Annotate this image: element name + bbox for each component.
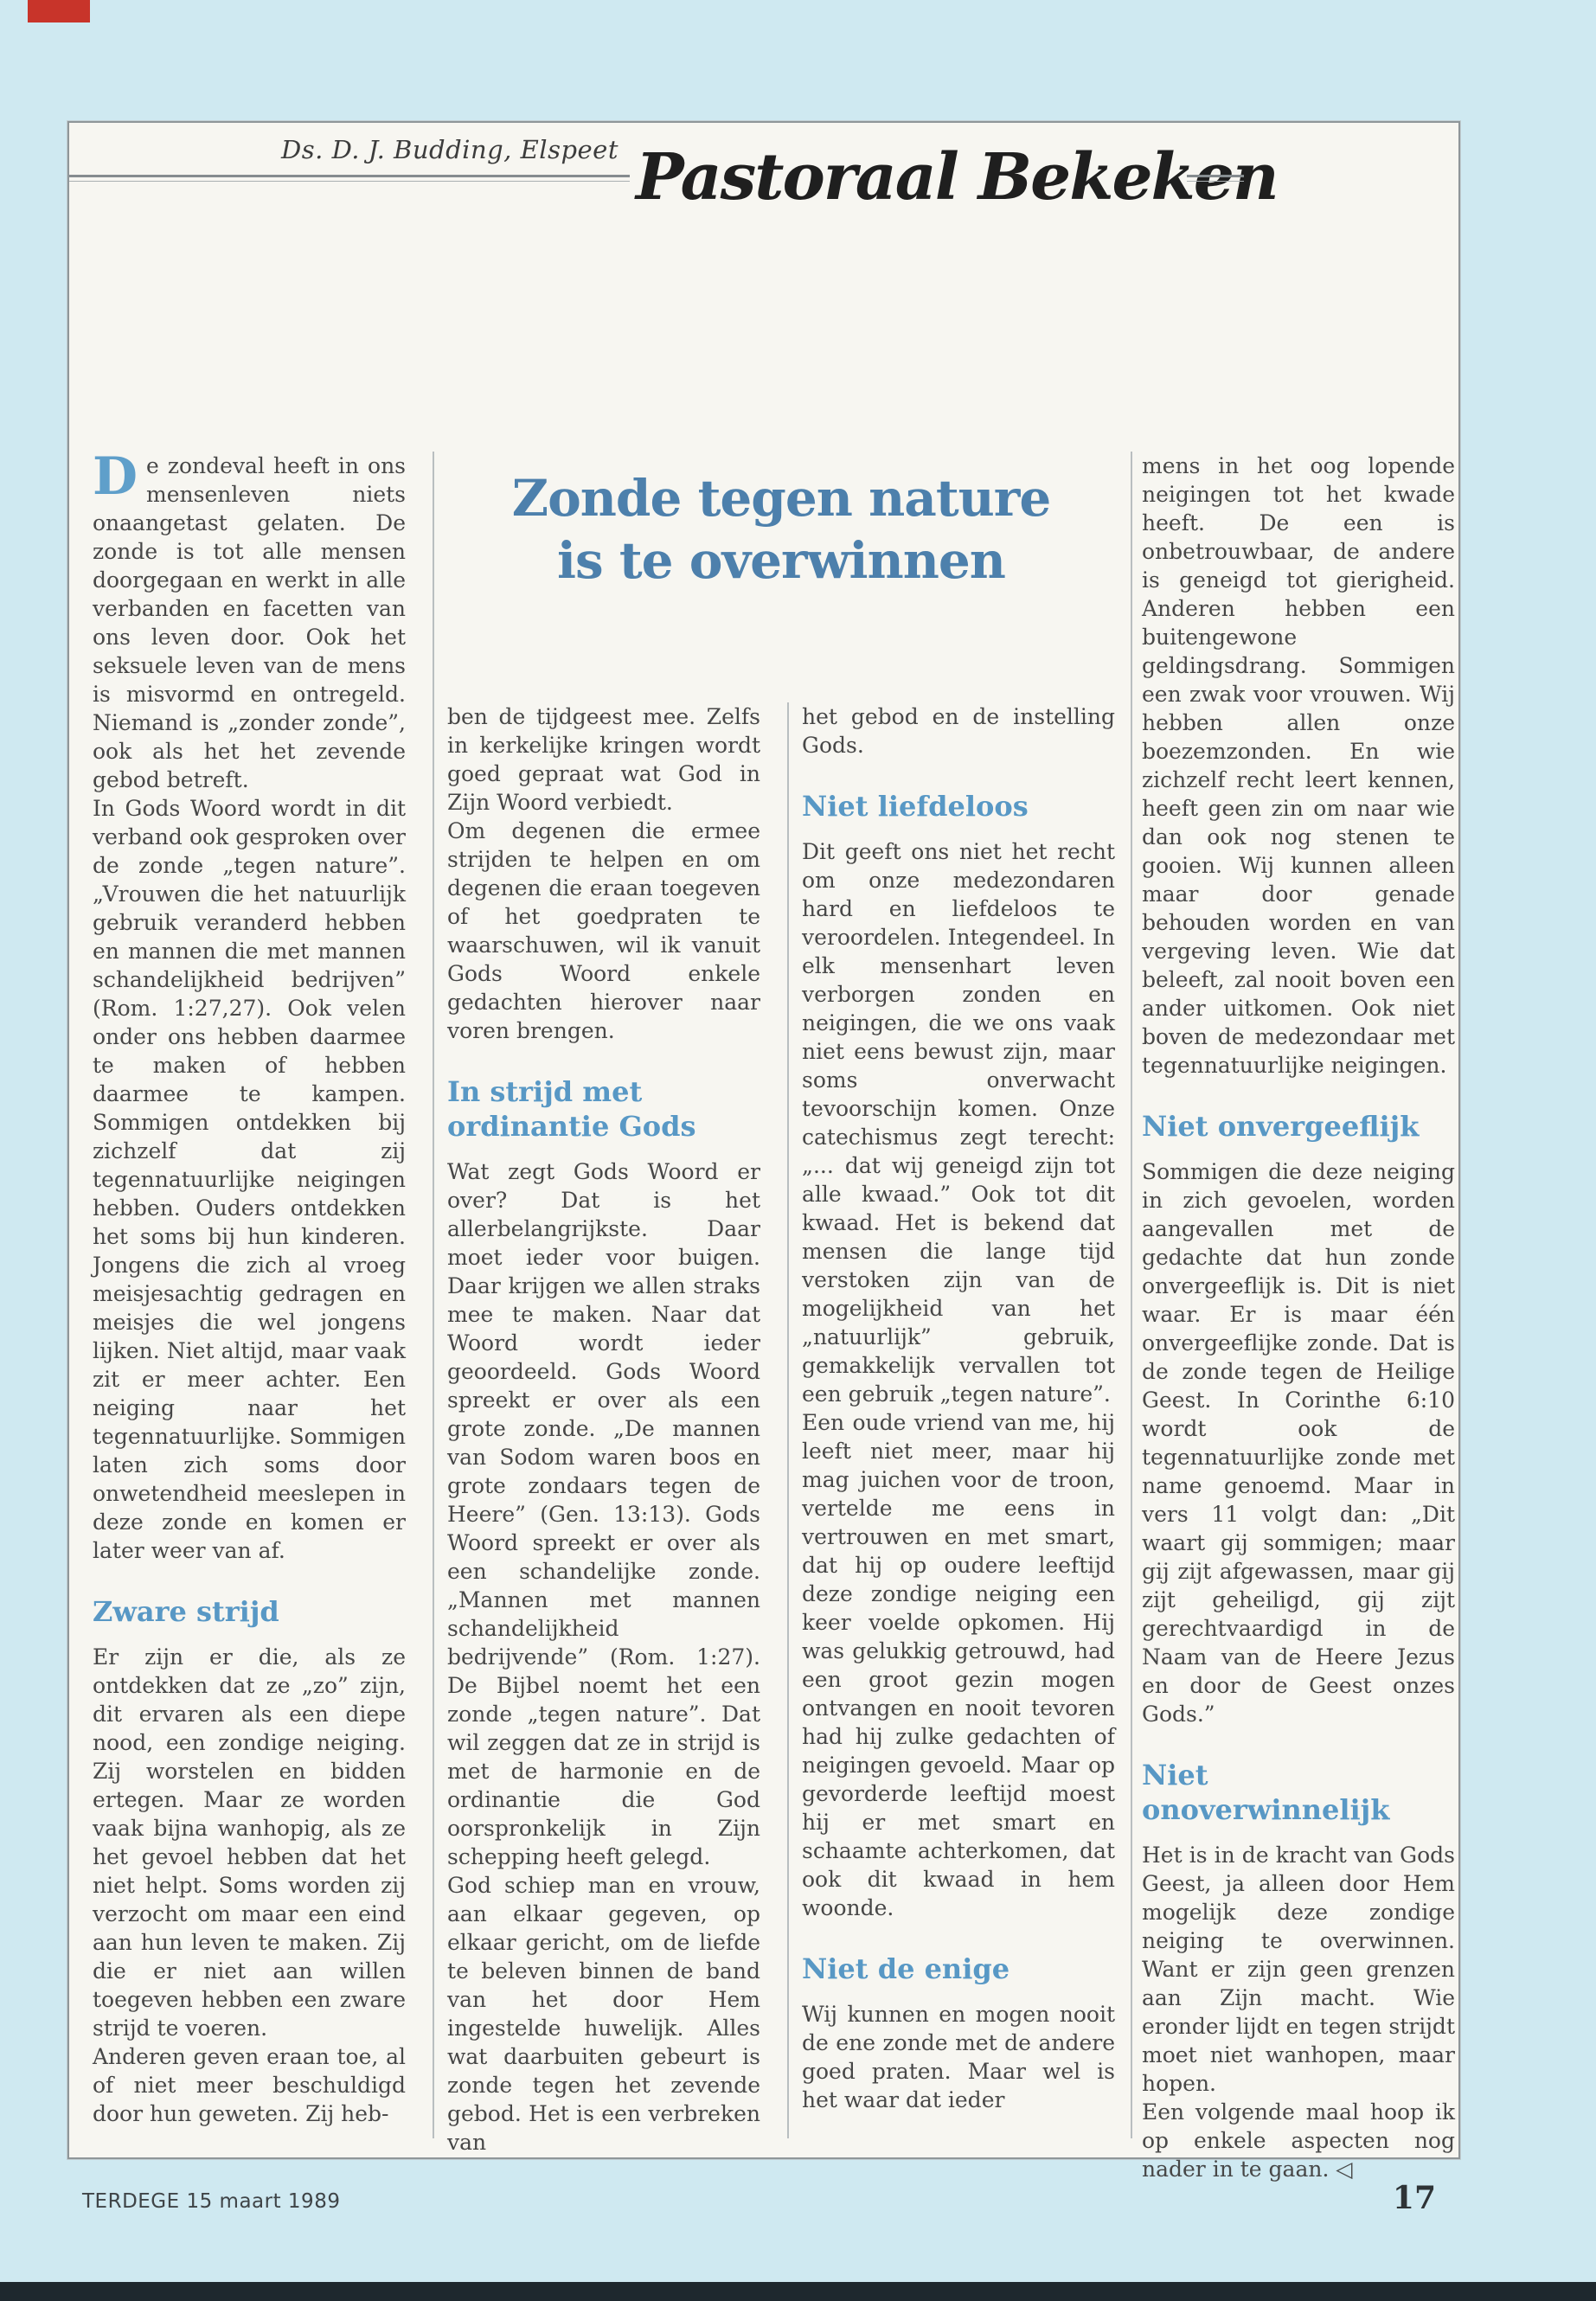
author-byline: Ds. D. J. Budding, Elspeet [281,135,619,164]
article-paragraph: Sommigen die deze neiging in zich gevoelen, worden aangevallen met de gedachte dat hun zonde onvergeeflijk is. Dit is niet waar. Er is maar één onvergeeflijke zonde. Dat is de zonde tegen de Heilige Geest. In Corinthe 6:10 wordt ook de tegennatuurlijke zonde met name genoemd. Maar in vers 11 volgt dan: „Dit waart gij sommigen; maar gij zijt afgewassen, maar gij zijt geheiligd, gij zijt gerechtvaardigd in de Naam van de Heere Jezus en door de Geest onzes Gods.” [1142,1159,1455,1727]
page-number: 17 [1392,2180,1436,2216]
drop-cap: D [93,446,138,507]
article-headline [447,467,1115,592]
column-masthead: Pastoraal Bekeken [636,140,1278,215]
article-paragraph: Om degenen die ermee strijden te helpen en om degenen die eraan toegeven of het goedpraten te waarschuwen, wil ik vanuit Gods Woord enkele gedachten hierover naar voren brengen. [447,818,760,1043]
header-rule [69,175,630,182]
article-paragraph: Een volgende maal hoop ik op enkele aspecten nog nader in te gaan. ◁ [1142,2099,1455,2182]
article-headline-line1: Zonde tegen nature [511,469,1051,528]
article-paragraph: Dit geeft ons niet het recht om onze medezondaren hard en liefdeloos te veroordelen. Integendeel. In elk mensenhart leven verborgen zonden en neigingen, die we ons vaak niet eens bewust zijn, maar soms onverwacht tevoorschijn komen. Onze catechismus zegt terecht: „... dat wij geneigd zijn tot alle kwaad.” Ook tot dit kwaad. Het is bekend dat mensen die lange tijd verstoken zijn van de mogelijkheid van het „natuurlijk” gebruik, gemakkelijk vervallen tot een gebruik „tegen nature”. [802,839,1115,1407]
article-paragraph: Het is in de kracht van Gods Geest, ja alleen door Hem mogelijk deze zondige neiging te overwinnen. Want er zijn geen grenzen aan Zijn macht. Wie eronder lijdt en tegen strijdt moet niet wanhopen, maar hopen. [1142,1843,1455,2096]
section-heading: Niet de enige [802,1952,1010,1985]
article-paragraph: mens in het oog lopende neigingen tot het kwade heeft. De een is onbetrouwbaar, de andere is geneigd tot gierigheid. Anderen hebben een buitengewone geldingsdrang. Sommigen een zwak voor vrouwen. Wij hebben allen onze boezemzonden. En wie zichzelf recht leert kennen, heeft geen zin om naar wie dan ook nog stenen te gooien. Wij kunnen alleen maar door genade behouden worden en van vergeving leven. Wie dat beleeft, zal nooit boven een ander uitkomen. Ook niet boven de medezondaar met tegennatuurlijke neigingen. [1142,453,1455,1078]
text-column-4 [1142,452,1455,2182]
section-heading: Niet onoverwinnelijk [1142,1759,1390,1826]
scan-edge-strip [0,2282,1596,2301]
article-paragraph: Wat zegt Gods Woord er over? Dat is het allerbelangrijkste. Daar moet ieder voor buigen. Daar krijgen we allen straks mee te maken. Naar dat Woord wordt ieder geoordeeld. Gods Woord spreekt er over als een grote zonde. „De mannen van Sodom waren boos en grote zondaars tegen de Heere” (Gen. 13:13). Gods Woord spreekt er over als een schandelijke zonde. „Mannen met mannen schandelijkheid bedrijvende” (Rom. 1:27). De Bijbel noemt het een zonde „tegen nature”. Dat wil zeggen dat ze in strijd is met de harmonie en de ordinantie die God oorspronkelijk in Zijn schepping heeft gelegd. [447,1159,760,1869]
column-divider [787,702,789,2138]
section-heading: In strijd met ordinantie Gods [447,1075,696,1143]
section-heading: Zware strijd [93,1595,279,1628]
masthead-dash-rule [1187,175,1244,182]
article-paragraph: ben de tijdgeest mee. Zelfs in kerkelijke kringen wordt goed gepraat wat God in Zijn Woord verbiedt. [447,704,760,815]
text-column-1 [93,446,406,2147]
article-paragraph: het gebod en de instelling Gods. [802,704,1115,758]
column-divider [433,452,434,2138]
text-column-3 [802,702,1115,2154]
article-paragraph: Een oude vriend van me, hij leeft niet meer, maar hij mag juichen voor de troon, vertelde me eens in vertrouwen en met smart, dat hij op oudere leeftijd deze zondige neiging een keer voelde opkomen. Hij was gelukkig getrouwd, had een groot gezin mogen ontvangen en nooit tevoren had hij zulke gedachten of neigingen gevoeld. Maar op gevorderde leeftijd moest hij er met smart en schaamte achterkomen, dat ook dit kwaad in hem woonde. [802,1410,1115,1920]
article-paragraph: Er zijn er die, als ze ontdekken dat ze „zo” zijn, dit ervaren als een diepe nood, een zondige neiging. Zij worstelen en bidden ertegen. Maar ze worden vaak bijna wanhopig, als ze het gevoel hebben dat het niet helpt. Soms worden zij verzocht om maar een eind aan hun leven te maken. Zij die er niet aan willen toegeven hebben een zware strijd te voeren. [93,1644,406,2041]
text-column-2 [447,702,760,2154]
red-bookmark-tab [28,0,90,22]
article-headline-line2: is te overwinnen [557,531,1005,590]
article-paragraph: God schiep man en vrouw, aan elkaar gegeven, op elkaar gericht, om de liefde te beleven binnen de band van het door Hem ingestelde huwelijk. Alles wat daarbuiten gebeurt is zonde tegen het zevende gebod. Het is een verbreken van [447,1873,760,2155]
article-paragraph: Wij kunnen en mogen nooit de ene zonde met de andere goed praten. Maar wel is het waar dat ieder [802,2002,1115,2112]
column-divider [1131,452,1132,2138]
article-paragraph: In Gods Woord wordt in dit verband ook gesproken over de zonde „tegen nature”. „Vrouwen die het natuurlijk gebruik veranderd hebben en mannen die met mannen schandelijkheid bedrijven” (Rom. 1:27,27). Ook velen onder ons hebben daarmee te maken of hebben daarmee te kampen. Sommigen ontdekken bij zichzelf dat zij tegennatuurlijke neigingen hebben. Ouders ontdekken het soms bij hun kinderen. Jongens die zich al vroeg meisjesachtig gedragen en meisjes die wel jongens lijken. Niet altijd, maar vaak zit er meer achter. Een neiging naar het tegennatuurlijke. Sommigen laten zich soms door onwetendheid meeslepen in deze zonde en komen er later weer van af. [93,796,406,1563]
article-paragraph: Anderen geven eraan toe, al of niet meer beschuldigd door hun geweten. Zij heb- [93,2044,406,2126]
publication-footer: TERDEGE 15 maart 1989 [82,2190,341,2213]
section-heading: Niet liefdeloos [802,790,1029,823]
magazine-page [67,121,1460,2182]
article-paragraph: De zondeval heeft in ons mensenleven niets onaangetast gelaten. De zonde is tot alle mensen doorgegaan en werkt in alle verbanden en facetten van ons leven door. Ook het seksuele leven van de mens is misvormd en ontregeld. Niemand is „zonder zonde”, ook als het het zevende gebod betreft. [93,446,406,792]
section-heading: Niet onvergeeflijk [1142,1110,1420,1143]
